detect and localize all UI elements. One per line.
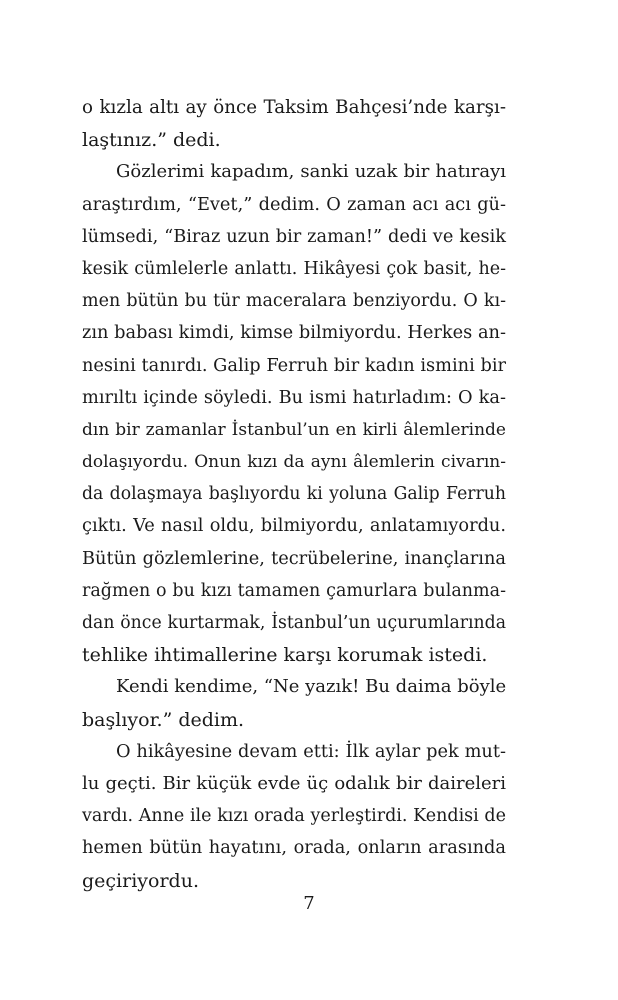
- text-line: kesik cümlelerle anlattı. Hikâyesi çok basit, he-: [82, 258, 506, 279]
- paragraph: [82, 92, 506, 156]
- page-number: 7: [303, 893, 315, 914]
- text-line: Kendi kendime, “Ne yazık! Bu daima böyle: [116, 676, 507, 698]
- text-line: hemen bütün hayatını, orada, onların arasında: [82, 838, 506, 859]
- body-text: [82, 92, 506, 897]
- text-line: men bütün bu tür maceralara benziyordu. O kı-: [82, 291, 506, 312]
- paragraph: [82, 671, 506, 735]
- text-line: araştırdım, “Evet,” dedim. O zaman acı acı gü-: [82, 194, 506, 215]
- text-line: O hikâyesine devam etti: İlk aylar pek mut-: [116, 741, 506, 762]
- text-line: zın babası kimdi, kimse bilmiyordu. Herkes an-: [82, 323, 506, 344]
- text-line: geçiriyordu.: [82, 869, 199, 892]
- text-line: Gözlerimi kapadım, sanki uzak bir hatırayı: [116, 161, 506, 183]
- text-line: tehlike ihtimallerine karşı korumak istedi.: [82, 644, 488, 667]
- text-line: Bütün gözlemlerine, tecrübelerine, inançlarına: [82, 548, 506, 569]
- text-line: rağmen o bu kızı tamamen çamurlara bulanma-: [82, 580, 506, 601]
- text-line: laştınız.” dedi.: [82, 129, 221, 152]
- text-line: çıktı. Ve nasıl oldu, bilmiyordu, anlatamıyordu.: [82, 516, 506, 537]
- paragraph: [82, 736, 506, 897]
- text-line: lu geçti. Bir küçük evde üç odalık bir daireleri: [82, 772, 506, 794]
- text-line: dolaşıyordu. Onun kızı da aynı âlemlerin civarın-: [82, 452, 506, 473]
- text-line: da dolaşmaya başlıyordu ki yoluna Galip Ferruh: [82, 484, 506, 505]
- text-line: o kızla altı ay önce Taksim Bahçesi’nde karşı-: [82, 97, 506, 118]
- text-line: dan önce kurtarmak, İstanbul’un uçurumlarında: [82, 613, 506, 633]
- text-line: vardı. Anne ile kızı orada yerleştirdi. Kendisi de: [82, 806, 506, 827]
- text-line: mırıltı içinde söyledi. Bu ismi hatırladım: O ka-: [82, 387, 506, 408]
- text-line: başlıyor.” dedim.: [82, 708, 245, 731]
- text-line: dın bir zamanlar İstanbul’un en kirli âlemlerinde: [82, 419, 506, 440]
- text-line: lümsedi, “Biraz uzun bir zaman!” dedi ve kesik: [82, 226, 506, 247]
- text-line: nesini tanırdı. Galip Ferruh bir kadın ismini bir: [82, 355, 506, 376]
- paragraph: [82, 156, 506, 671]
